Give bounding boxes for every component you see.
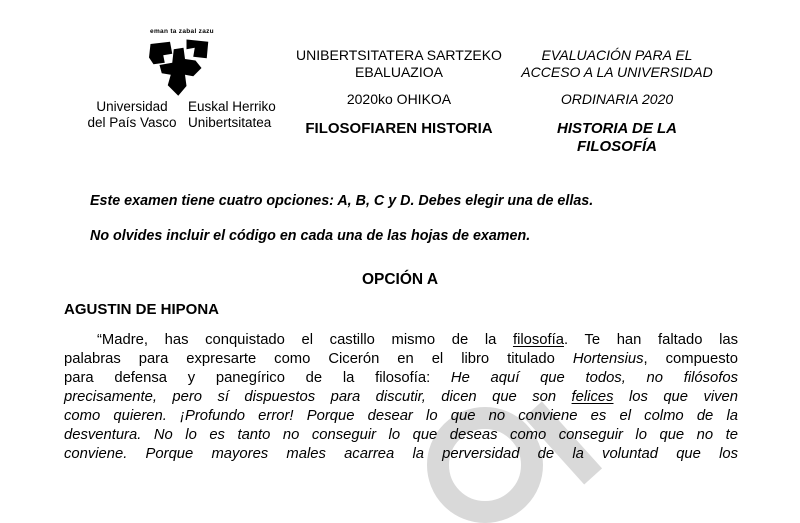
option-title: OPCIÓN A bbox=[361, 271, 439, 288]
italic-quote-segment: He aquí que todos, no filósofos bbox=[450, 370, 738, 386]
instruction-line-1: Este examen tiene cuatro opciones: A, B, C y D. Debes elegir una de ellas. bbox=[90, 193, 594, 209]
spanish-subject-line1: HISTORIA DE LA bbox=[556, 120, 677, 137]
body-line bbox=[64, 369, 738, 388]
body-text-segment: . Te han faltado las bbox=[563, 332, 738, 348]
body-line bbox=[64, 331, 738, 350]
logo-name-es-line2: del País Vasco bbox=[87, 114, 177, 130]
body-line bbox=[64, 445, 738, 464]
underlined-word: filosofía bbox=[512, 332, 564, 348]
body-line bbox=[64, 350, 738, 369]
body-text-segment: palabras para expresarte como Cicerón en el libro titulado bbox=[64, 351, 573, 367]
logo-motto: eman ta zabal zazu bbox=[150, 28, 214, 35]
italic-quote-segment: desventura. No lo es tanto no conseguir lo que deseas como conseguir lo que no te bbox=[64, 427, 738, 443]
italic-quote-segment: precisamente, pero sí dispuestos para discutir, dicen que son bbox=[64, 389, 572, 405]
option-author: AGUSTIN DE HIPONA bbox=[64, 301, 220, 318]
underlined-word: felices bbox=[571, 389, 614, 405]
body-line bbox=[64, 426, 738, 445]
header-spanish-session: ORDINARIA 2020 bbox=[560, 91, 674, 107]
body-text-segment: , compuesto bbox=[643, 351, 739, 367]
logo-name-es-line1: Universidad bbox=[96, 99, 168, 114]
spanish-title-line2: ACCESO A LA UNIVERSIDAD bbox=[521, 64, 713, 80]
basque-title-line2: EBALUAZIOA bbox=[355, 64, 443, 80]
body-line bbox=[64, 407, 738, 426]
italic-quote-segment: como quieren. ¡Profundo error! Porque desear lo que no conviene es el colmo de la bbox=[64, 408, 738, 424]
body-text-segment: “Madre, has conquistado el castillo mismo de la bbox=[97, 332, 513, 348]
basque-title-line1: UNIBERTSITATERA SARTZEKO bbox=[296, 47, 502, 63]
header-basque-subject: FILOSOFIAREN HISTORIA bbox=[305, 120, 493, 137]
italic-quote-segment: conviene. Porque mayores males acarrea la perversidad de la voluntad que los bbox=[64, 446, 738, 462]
spanish-subject-line2: FILOSOFÍA bbox=[577, 138, 657, 155]
italic-book-title: Hortensius bbox=[572, 351, 644, 367]
logo-name-eu-line1: Euskal Herriko bbox=[188, 99, 276, 114]
body-line bbox=[64, 388, 738, 407]
body-paragraph bbox=[64, 331, 738, 464]
spanish-title-line1: EVALUACIÓN PARA EL bbox=[541, 47, 693, 63]
logo-name-eu-line2: Unibertsitatea bbox=[188, 114, 272, 130]
header-basque-session: 2020ko OHIKOA bbox=[346, 91, 452, 107]
body-text-segment: para defensa y panegírico de la filosofía: bbox=[64, 370, 451, 386]
italic-quote-segment: los que viven bbox=[613, 389, 738, 405]
instruction-line-2: No olvides incluir el código en cada una de las hojas de examen. bbox=[90, 228, 531, 244]
